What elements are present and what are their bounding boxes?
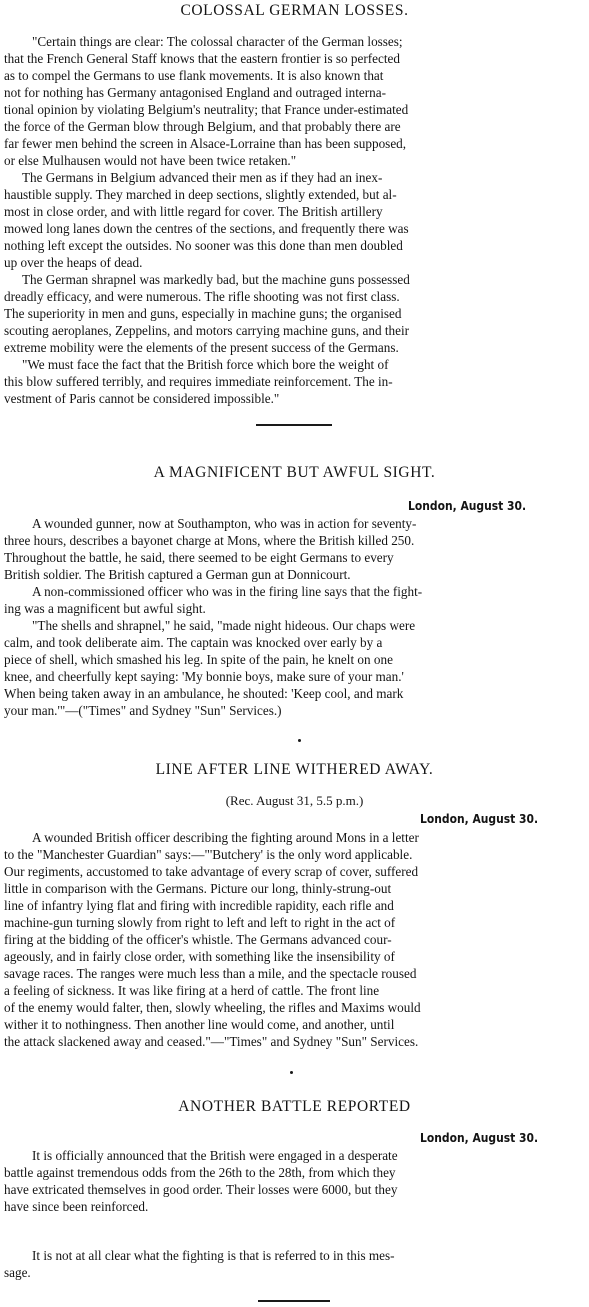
article-line: have extricated themselves in good order. Their losses were 6000, but they: [4, 1182, 398, 1197]
article-line: little in comparison with the Germans. Picture our long, thinly-strung-out: [4, 881, 392, 896]
article-line: or else Mulhausen would not have been twice retaken.": [4, 153, 297, 168]
article-line: to the "Manchester Guardian" says:—"'Butchery' is the only word applicable.: [4, 847, 413, 862]
section-divider-dot: [298, 739, 301, 742]
article-line: A wounded gunner, now at Southampton, who was in action for seventy-: [32, 516, 417, 531]
article-line: have since been reinforced.: [4, 1199, 149, 1214]
article-line: your man.'"—("Times" and Sydney "Sun" Services.): [4, 703, 282, 718]
article-line: wither it to nothingness. Then another line would come, and another, until: [4, 1017, 395, 1032]
article-line: savage races. The ranges were much less than a mile, and the spectacle roused: [4, 966, 417, 981]
article-line: as to compel the Germans to use flank movements. It is also known that: [4, 68, 384, 83]
article-line: The superiority in men and guns, especially in machine guns; the organised: [4, 306, 402, 321]
section-divider-rule: [258, 1300, 330, 1302]
article-line: "The shells and shrapnel," he said, "made night hideous. Our chaps were: [32, 618, 416, 633]
article-line: haustible supply. They marched in deep sections, slightly extended, but al-: [4, 187, 397, 202]
article-line: tional opinion by violating Belgium's neutrality; that France under-estimated: [4, 102, 409, 117]
article-line: machine-gun turning slowly from right to left and left to right in the act of: [4, 915, 396, 930]
article-line: extreme mobility were the elements of the present success of the Germans.: [4, 340, 399, 355]
article-line: British soldier. The British captured a German gun at Donnicourt.: [4, 567, 351, 582]
article-line: "We must face the fact that the British force which bore the weight of: [22, 357, 389, 372]
article-line: piece of shell, which smashed his leg. In spite of the pain, he knelt on one: [4, 652, 393, 667]
article-line: battle against tremendous odds from the 26th to the 28th, from which they: [4, 1165, 396, 1180]
article-line: a feeling of sickness. It was like firing at a herd of cattle. The front line: [4, 983, 380, 998]
article-line: When being taken away in an ambulance, he shouted: 'Keep cool, and mark: [4, 686, 404, 701]
article-line: The Germans in Belgium advanced their men as if they had an inex-: [22, 170, 383, 185]
headline-line-after-line-withered-away: LINE AFTER LINE WITHERED AWAY.: [155, 761, 434, 778]
article-line: ing was a magnificent but awful sight.: [4, 601, 206, 616]
article-line: the force of the German blow through Belgium, and that probably there are: [4, 119, 401, 134]
article-line: not for nothing has Germany antagonised England and outraged interna-: [4, 85, 386, 100]
article-line: of the enemy would falter, then, slowly wheeling, the rifles and Maxims would: [4, 1000, 421, 1015]
article-line: that the French General Staff knows that the eastern frontier is so perfected: [4, 51, 400, 66]
article-line: most in close order, and with little regard for cover. The British artillery: [4, 204, 383, 219]
article-line: The German shrapnel was markedly bad, but the machine guns possessed: [22, 272, 410, 287]
byline-london: London, August 30.: [420, 1130, 539, 1145]
article-line: It is officially announced that the British were engaged in a desperate: [32, 1148, 398, 1163]
article-line: sage.: [4, 1265, 31, 1280]
article-line: scouting aeroplanes, Zeppelins, and motors carrying machine guns, and their: [4, 323, 410, 338]
article-line: It is not at all clear what the fighting is that is referred to in this mes-: [32, 1248, 395, 1263]
headline-magnificent-but-awful-sight: A MAGNIFICENT BUT AWFUL SIGHT.: [153, 464, 436, 481]
article-line: far fewer men behind the screen in Alsace-Lorraine than has been supposed,: [4, 136, 407, 151]
section-divider-rule: [256, 424, 332, 426]
byline-london: London, August 30.: [408, 498, 527, 513]
article-line: dreadly efficacy, and were numerous. The rifle shooting was not first class.: [4, 289, 400, 304]
article-line: nothing left except the outsides. No sooner was this done than men doubled: [4, 238, 403, 253]
headline-colossal-german-losses: COLOSSAL GERMAN LOSSES.: [180, 2, 409, 19]
article-line: line of infantry lying flat and firing with incredible rapidity, each rifle and: [4, 898, 394, 913]
article-line: mowed long lanes down the centres of the sections, and frequently there was: [4, 221, 409, 236]
article-line: knee, and cheerfully kept saying: 'My bonnie boys, make sure of your man.': [4, 669, 404, 684]
article-line: A non-commissioned officer who was in the firing line says that the fight-: [32, 584, 423, 599]
article-line: calm, and took deliberate aim. The captain was knocked over early by a: [4, 635, 383, 650]
article-line: firing at the bidding of the officer's whistle. The Germans advanced cour-: [4, 932, 392, 947]
article-line: this blow suffered terribly, and requires immediate reinforcement. The in-: [4, 374, 393, 389]
article-line: vestment of Paris cannot be considered impossible.": [4, 391, 280, 406]
received-dateline: (Rec. August 31, 5.5 p.m.): [225, 793, 364, 808]
byline-london: London, August 30.: [420, 811, 539, 826]
article-line: the attack slackened away and ceased."—"Times" and Sydney "Sun" Services.: [4, 1034, 419, 1049]
article-line: up over the heaps of dead.: [4, 255, 143, 270]
headline-another-battle-reported: ANOTHER BATTLE REPORTED: [178, 1098, 411, 1115]
article-line: ageously, and in fairly close order, with something like the insensibility of: [4, 949, 395, 964]
article-line: Our regiments, accustomed to take advantage of every scrap of cover, suffered: [4, 864, 419, 879]
section-divider-dot: [290, 1071, 293, 1074]
article-line: three hours, describes a bayonet charge at Mons, where the British killed 250.: [4, 533, 415, 548]
article-line: A wounded British officer describing the fighting around Mons in a letter: [32, 830, 419, 845]
article-line: Throughout the battle, he said, there seemed to be eight Germans to every: [4, 550, 394, 565]
article-line: "Certain things are clear: The colossal character of the German losses;: [32, 34, 403, 49]
